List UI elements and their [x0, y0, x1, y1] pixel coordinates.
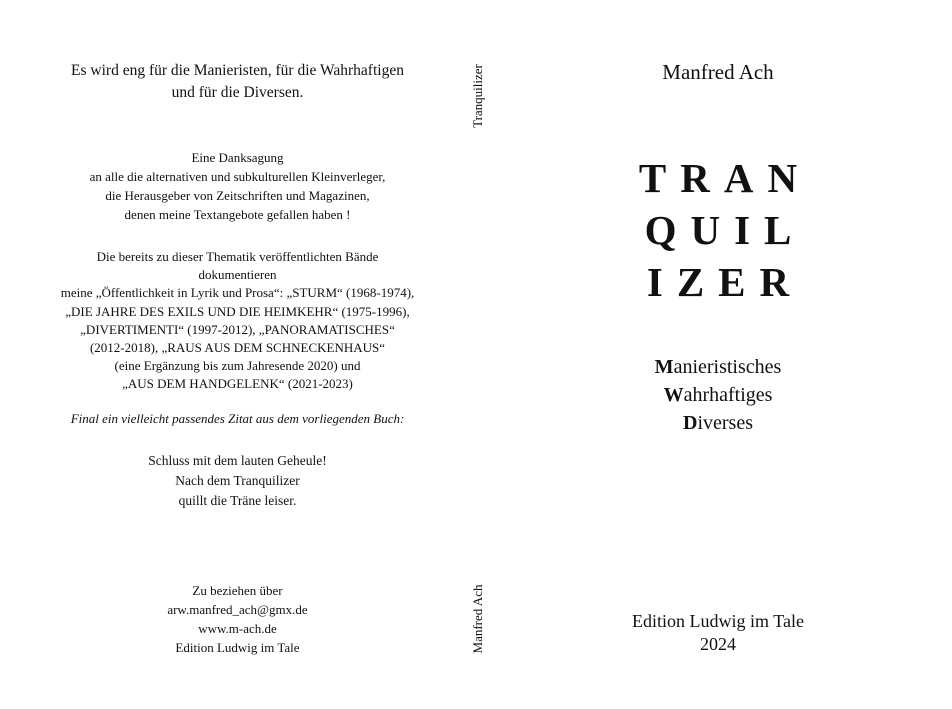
acknowledgement-line: denen meine Textangebote gefallen haben ! — [124, 207, 351, 222]
publisher-name: Edition Ludwig im Tale — [632, 611, 804, 631]
contact-publisher: Edition Ludwig im Tale — [175, 640, 300, 655]
contact-info — [30, 581, 445, 657]
book-title-line: IZER — [646, 259, 804, 305]
subtitle-line — [588, 353, 848, 381]
acknowledgement-paragraph — [30, 148, 445, 224]
quote-line: Nach dem Tranquilizer — [175, 473, 300, 488]
book-subtitle — [588, 353, 848, 437]
volumes-line: „AUS DEM HANDGELENK“ (2021-2023) — [122, 376, 353, 392]
acknowledgement-line: die Herausgeber von Zeitschriften und Magazinen, — [105, 188, 370, 203]
subtitle-line — [588, 381, 848, 409]
subtitle-rest: anieristisches — [673, 356, 782, 378]
tagline-line: Es wird eng für die Manieristen, für die Wahrhaftigen — [71, 62, 404, 79]
subtitle-initial: M — [654, 356, 674, 378]
book-title-line: TRAN — [638, 155, 812, 201]
subtitle-initial: D — [683, 412, 698, 434]
volumes-line: „DIVERTIMENTI“ (1997-2012), „PANORAMATISCHES“ — [80, 321, 395, 337]
quote-introduction: Final ein vielleicht passendes Zitat aus dem vorliegenden Buch: — [70, 411, 405, 426]
contact-website: www.m-ach.de — [198, 621, 277, 636]
quote-line: Schluss mit dem lauten Geheule! — [148, 453, 327, 468]
spine-author: Manfred Ach — [470, 584, 485, 654]
tagline-line: und für die Diversen. — [171, 84, 304, 101]
subtitle-rest: ahrhaftiges — [683, 384, 773, 406]
volumes-line: (eine Ergänzung bis zum Jahresende 2020) und — [114, 358, 361, 374]
acknowledgement-line: Eine Danksagung — [191, 150, 284, 165]
subtitle-initial: W — [663, 384, 684, 406]
back-cover-tagline — [30, 60, 445, 104]
book-title-line: QUIL — [644, 207, 806, 253]
contact-email: arw.manfred_ach@gmx.de — [167, 602, 308, 617]
subtitle-rest: iverses — [697, 412, 753, 434]
volumes-line: dokumentieren — [198, 267, 277, 283]
volumes-line: meine „Öffentlichkeit in Lyrik und Prosa“: „STURM“ (1968-1974), — [60, 285, 415, 301]
acknowledgement-line: an alle die alternativen und subkulturellen Kleinverleger, — [89, 169, 386, 184]
volumes-line: (2012-2018), „RAUS AUS DEM SCHNECKENHAUS“ — [89, 340, 386, 356]
published-volumes-paragraph — [30, 248, 445, 394]
book-title — [588, 152, 848, 308]
front-cover-author: Manfred Ach — [662, 60, 774, 84]
contact-line: Zu beziehen über — [192, 583, 283, 598]
publication-year: 2024 — [700, 634, 736, 654]
volumes-line: „DIE JAHRE DES EXILS UND DIE HEIMKEHR“ (1975-1996), — [65, 303, 410, 319]
volumes-line: Die bereits zu dieser Thematik veröffentlichten Bände — [96, 249, 379, 264]
publisher-block — [588, 610, 848, 656]
spine-title: Tranquilizer — [470, 64, 485, 128]
quote — [30, 451, 445, 511]
subtitle-line — [588, 409, 848, 437]
quote-line: quillt die Träne leiser. — [178, 493, 297, 508]
